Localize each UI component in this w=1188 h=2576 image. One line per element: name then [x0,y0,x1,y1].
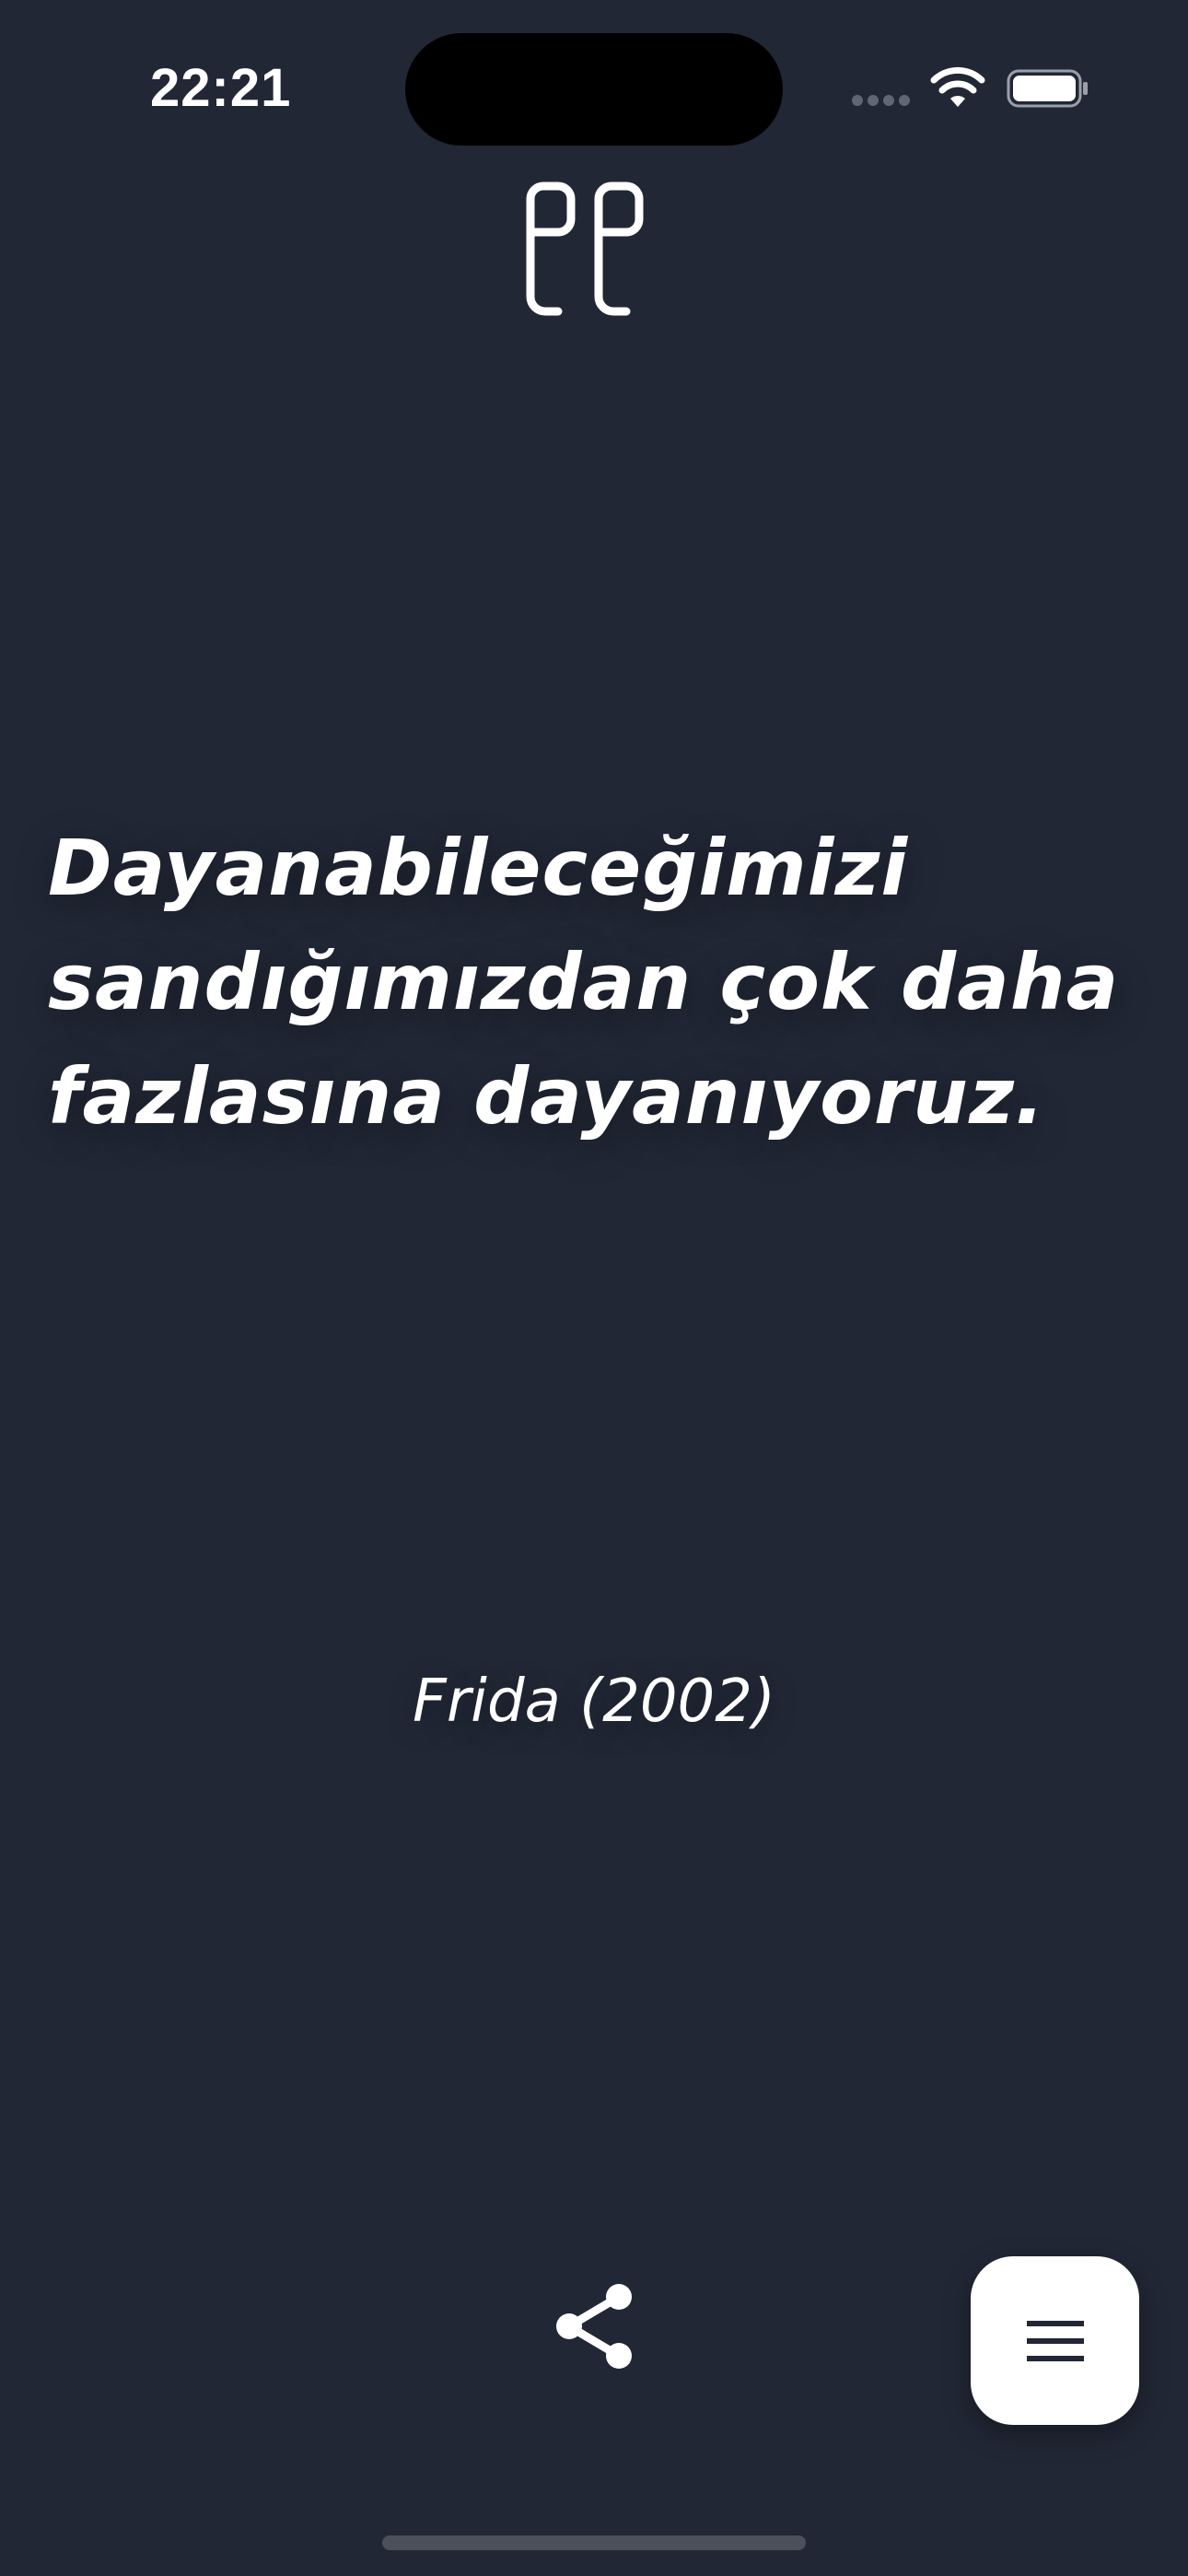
share-button[interactable] [543,2276,645,2377]
wifi-icon [930,66,985,109]
share-icon [553,2280,635,2372]
home-indicator[interactable] [382,2535,806,2550]
hamburger-menu-icon [1027,2321,1084,2361]
status-time: 22:21 [150,58,292,118]
cellular-signal-icon [852,95,911,108]
quote-source: Frida (2002) [413,1668,775,1736]
dynamic-island [405,33,783,146]
status-bar [0,0,1188,175]
menu-button[interactable] [971,2256,1139,2425]
quote-text: Dayanabileceğimizi sandığımızdan çok daha fazlasına dayanıyoruz. [48,823,1120,1142]
battery-icon [1007,68,1089,109]
quote-logo-icon [519,181,669,319]
